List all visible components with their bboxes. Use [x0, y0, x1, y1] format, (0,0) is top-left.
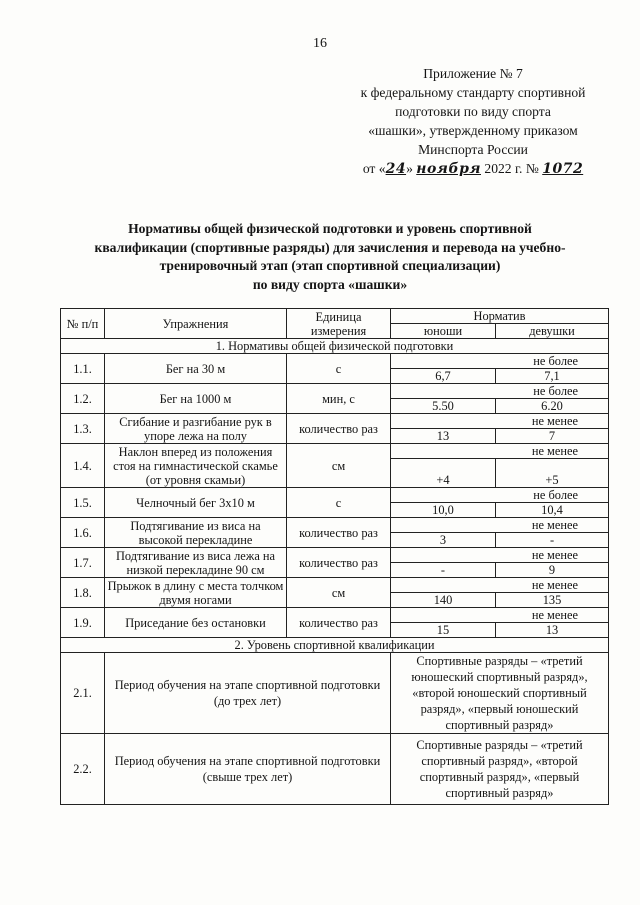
table-row: [61, 354, 609, 369]
header-norm: Норматив: [391, 309, 609, 324]
row-boys: -: [391, 563, 496, 578]
table-row: [61, 444, 609, 459]
row-condition: не менее: [391, 578, 609, 593]
table-row: [61, 488, 609, 503]
row-exercise: Период обучения на этапе спортивной подготовки (свыше трех лет): [105, 734, 391, 805]
row-exercise: Челночный бег 3х10 м: [105, 488, 287, 518]
row-girls: 6.20: [496, 399, 609, 414]
row-girls: 13: [496, 623, 609, 638]
row-girls: 135: [496, 593, 609, 608]
row-unit: с: [287, 488, 391, 518]
row-num: 2.1.: [61, 653, 105, 734]
row-num: 1.4.: [61, 444, 105, 488]
row-condition: не менее: [391, 444, 609, 459]
table-row: [61, 608, 609, 623]
row-boys: 5.50: [391, 399, 496, 414]
row-girls: -: [496, 533, 609, 548]
row-exercise: Бег на 1000 м: [105, 384, 287, 414]
row-num: 1.6.: [61, 518, 105, 548]
row-girls: +5: [496, 459, 609, 488]
row-exercise: Период обучения на этапе спортивной подготовки (до трех лет): [105, 653, 391, 734]
table-row: [61, 414, 609, 429]
row-exercise: Бег на 30 м: [105, 354, 287, 384]
row-exercise: Приседание без остановки: [105, 608, 287, 638]
row-boys: 13: [391, 429, 496, 444]
title-line: тренировочный этап (этап спортивной специализации): [159, 258, 501, 273]
row-condition: не менее: [391, 548, 609, 563]
order-date-line: [338, 159, 608, 179]
row-unit: количество раз: [287, 548, 391, 578]
page-number: 16: [313, 36, 327, 51]
section-header: 1. Нормативы общей физической подготовки: [61, 339, 609, 354]
table-row: [61, 734, 609, 805]
appendix-line: «шашки», утвержденному приказом: [368, 123, 578, 138]
date-month-handwritten: ноября: [416, 161, 481, 177]
row-num: 1.5.: [61, 488, 105, 518]
row-norm: Спортивные разряды – «третий спортивный разряд», «второй спортивный разряд», «первый спортивный разряд»: [391, 734, 609, 805]
header-num: № п/п: [61, 309, 105, 339]
appendix-line: подготовки по виду спорта: [395, 104, 551, 119]
row-girls: 7: [496, 429, 609, 444]
row-boys: 3: [391, 533, 496, 548]
row-exercise: Подтягивание из виса на высокой перекладине: [105, 518, 287, 548]
row-boys: 6,7: [391, 369, 496, 384]
date-day-handwritten: 24: [385, 161, 407, 177]
row-num: 1.7.: [61, 548, 105, 578]
row-num: 2.2.: [61, 734, 105, 805]
norms-table: [60, 308, 609, 805]
row-girls: 7,1: [496, 369, 609, 384]
date-year: 2022 г. №: [484, 161, 539, 176]
row-unit: количество раз: [287, 414, 391, 444]
order-number-handwritten: 1072: [542, 161, 584, 177]
row-unit: см: [287, 578, 391, 608]
row-boys: 140: [391, 593, 496, 608]
document-title: [60, 220, 600, 294]
row-unit: с: [287, 354, 391, 384]
table-row: [61, 518, 609, 533]
appendix-line: к федеральному стандарту спортивной: [360, 85, 586, 100]
row-boys: 15: [391, 623, 496, 638]
header-exercise: Упражнения: [105, 309, 287, 339]
row-unit: мин, с: [287, 384, 391, 414]
appendix-line: Приложение № 7: [423, 66, 523, 81]
row-num: 1.2.: [61, 384, 105, 414]
title-line: квалификации (спортивные разряды) для зачисления и перевода на учебно-: [94, 239, 566, 255]
table-row: [61, 384, 609, 399]
table-row: [61, 653, 609, 734]
appendix-line: Минспорта России: [418, 142, 528, 157]
row-exercise: Подтягивание из виса лежа на низкой перекладине 90 см: [105, 548, 287, 578]
row-condition: не более: [391, 354, 609, 369]
row-girls: 9: [496, 563, 609, 578]
row-exercise: Прыжок в длину с места толчком двумя ногами: [105, 578, 287, 608]
row-unit: количество раз: [287, 518, 391, 548]
row-condition: не менее: [391, 608, 609, 623]
header-girls: девушки: [496, 324, 609, 339]
row-num: 1.3.: [61, 414, 105, 444]
row-exercise: Наклон вперед из положения стоя на гимнастической скамье (от уровня скамьи): [105, 444, 287, 488]
title-line: Нормативы общей физической подготовки и уровень спортивной: [128, 221, 532, 236]
section-header: 2. Уровень спортивной квалификации: [61, 638, 609, 653]
row-num: 1.8.: [61, 578, 105, 608]
row-condition: не менее: [391, 518, 609, 533]
row-num: 1.9.: [61, 608, 105, 638]
date-mid: »: [406, 161, 413, 176]
header-boys: юноши: [391, 324, 496, 339]
row-exercise: Сгибание и разгибание рук в упоре лежа на полу: [105, 414, 287, 444]
row-condition: не менее: [391, 414, 609, 429]
row-boys: 10,0: [391, 503, 496, 518]
table-row: [61, 548, 609, 563]
row-boys: +4: [391, 459, 496, 488]
row-num: 1.1.: [61, 354, 105, 384]
row-girls: 10,4: [496, 503, 609, 518]
table-row: [61, 578, 609, 593]
row-condition: не более: [391, 488, 609, 503]
row-unit: количество раз: [287, 608, 391, 638]
title-line: по виду спорта «шашки»: [252, 276, 408, 292]
row-norm: Спортивные разряды – «третий юношеский спортивный разряд», «второй юношеский спортивный разряд», «первый юношеский спортивный разряд»: [391, 653, 609, 734]
appendix-block: [338, 64, 608, 179]
header-unit: Единица измерения: [287, 309, 391, 339]
date-prefix: от «: [362, 161, 386, 176]
row-condition: не более: [391, 384, 609, 399]
row-unit: см: [287, 444, 391, 488]
